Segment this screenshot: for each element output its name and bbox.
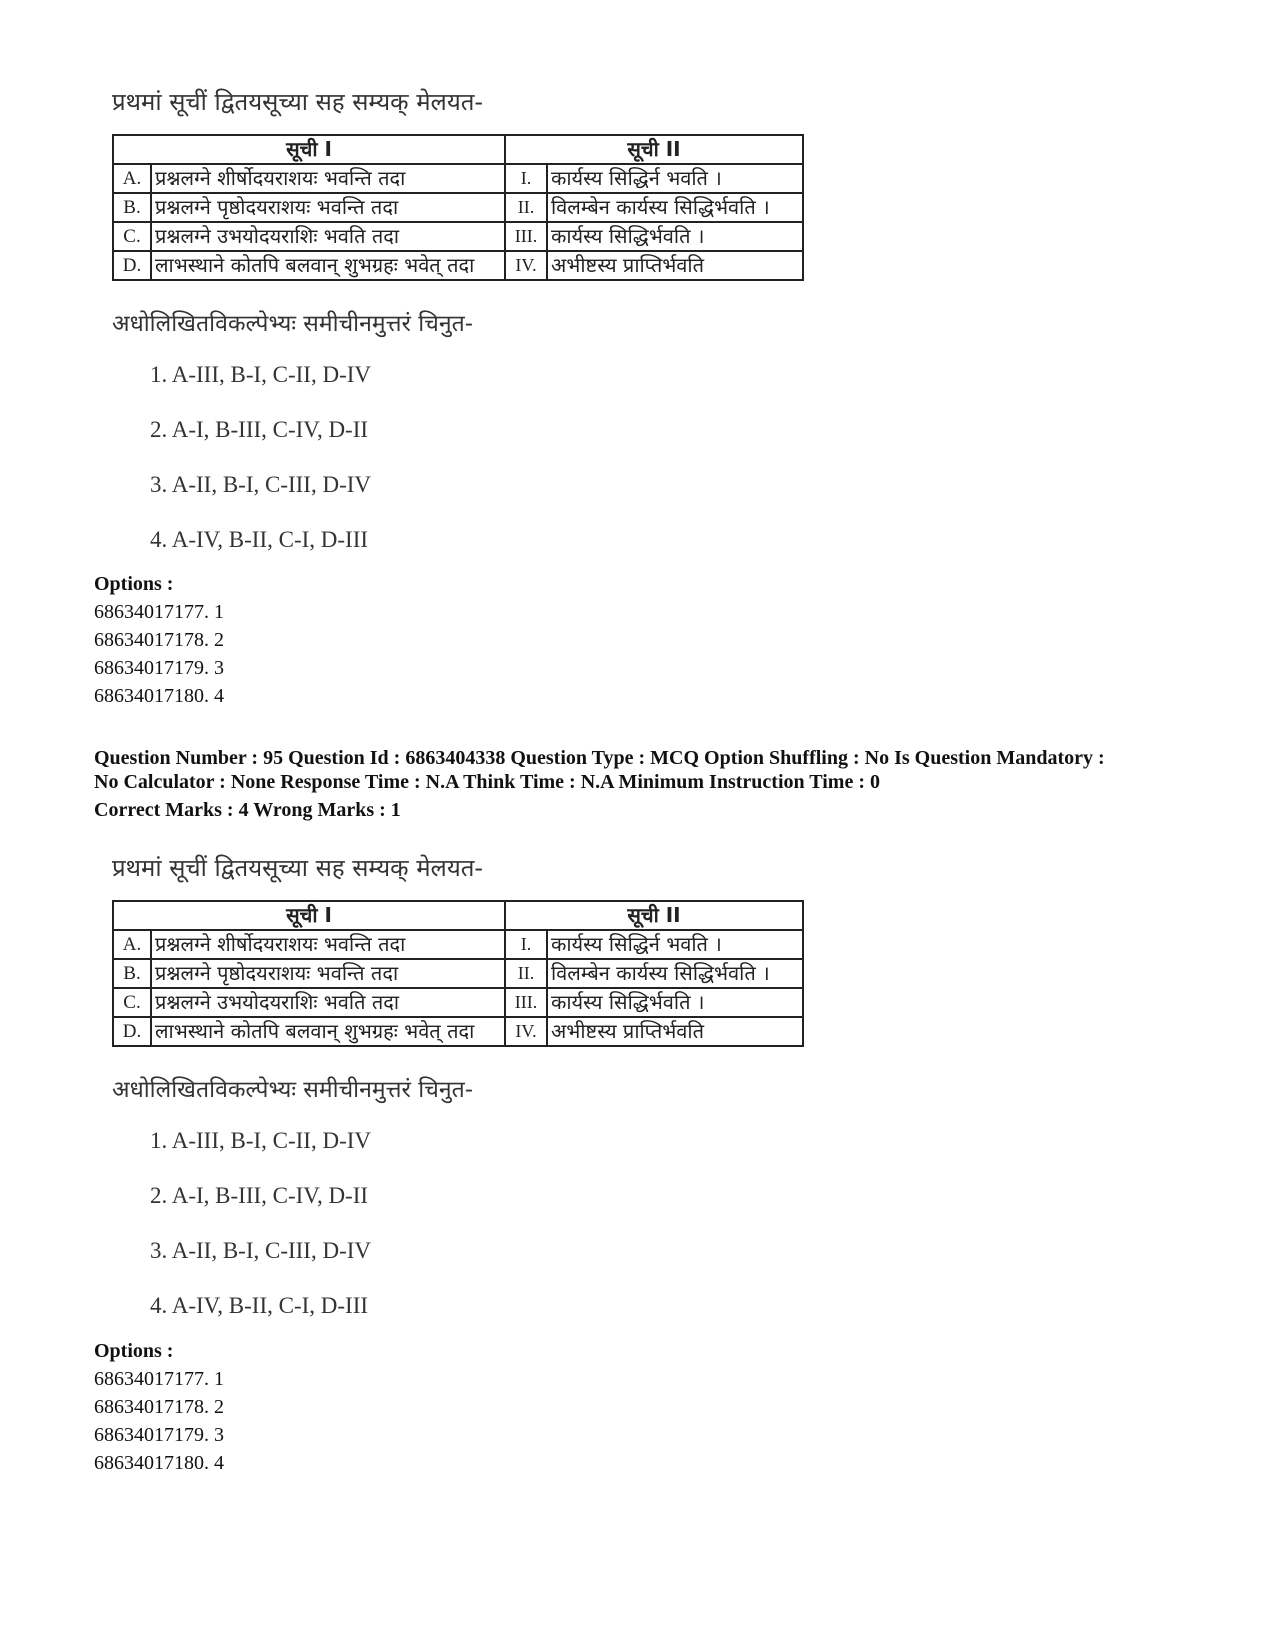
table-row — [113, 251, 803, 280]
row-key: C. — [113, 988, 151, 1017]
list-1-item: लाभस्थाने कोतपि बलवान् शुभग्रहः भवेत् तदा — [151, 251, 505, 280]
option-item: 68634017178. 2 — [94, 1396, 224, 1418]
options-block-b — [94, 1337, 224, 1477]
options-block-a — [94, 570, 224, 710]
list-1-item: प्रश्नलग्ने उभयोदयराशिः भवति तदा — [151, 988, 505, 1017]
row-rkey: IV. — [505, 1017, 547, 1046]
list-1-item: प्रश्नलग्ने उभयोदयराशिः भवति तदा — [151, 222, 505, 251]
match-table — [112, 900, 804, 1047]
option-item: 68634017177. 1 — [94, 1368, 224, 1390]
choice-item: 1. A-III, B-I, C-II, D-IV — [150, 362, 371, 387]
list-2-item: विलम्बेन कार्यस्य सिद्धिर्भवति । — [547, 959, 803, 988]
question-intro: प्रथमां सूचीं द्वितयसूच्या सह सम्यक् मेलयत- — [112, 854, 484, 882]
row-key: A. — [113, 164, 151, 193]
list-2-item: विलम्बेन कार्यस्य सिद्धिर्भवति । — [547, 193, 803, 222]
list-1-header: सूची I — [113, 901, 505, 930]
question-image-a — [112, 82, 812, 575]
list-2-item: कार्यस्य सिद्धिर्भवति । — [547, 222, 803, 251]
option-item: 68634017179. 3 — [94, 1424, 224, 1446]
option-item: 68634017178. 2 — [94, 629, 224, 651]
table-row — [113, 1017, 803, 1046]
choice-item: 3. A-II, B-I, C-III, D-IV — [150, 472, 371, 497]
options-label: Options : — [94, 573, 174, 595]
row-rkey: II. — [505, 193, 547, 222]
question-prompt: अधोलिखितविकल्पेभ्यः समीचीनमुत्तरं चिनुत- — [112, 311, 473, 337]
row-rkey: IV. — [505, 251, 547, 280]
choice-item: 4. A-IV, B-II, C-I, D-III — [150, 1293, 369, 1318]
choice-list — [112, 355, 812, 575]
meta-line-1: Question Number : 95 Question Id : 6863404338 Question Type : MCQ Option Shuffling : No Is Question Mandatory : — [94, 747, 1105, 769]
option-item: 68634017180. 4 — [94, 1452, 224, 1474]
list-1-item: प्रश्नलग्ने पृष्ठोदयराशयः भवन्ति तदा — [151, 959, 505, 988]
list-2-item: अभीष्टस्य प्राप्तिर्भवति — [547, 1017, 803, 1046]
option-item: 68634017180. 4 — [94, 685, 224, 707]
meta-line-2: No Calculator : None Response Time : N.A Think Time : N.A Minimum Instruction Time : 0 — [94, 771, 880, 793]
list-2-header: सूची II — [505, 135, 803, 164]
table-row — [113, 222, 803, 251]
question-image-b — [112, 848, 812, 1341]
list-1-item: प्रश्नलग्ने शीर्षोदयराशयः भवन्ति तदा — [151, 930, 505, 959]
list-2-item: कार्यस्य सिद्धिर्न भवति । — [547, 164, 803, 193]
row-key: B. — [113, 193, 151, 222]
table-row — [113, 164, 803, 193]
list-2-item: कार्यस्य सिद्धिर्भवति । — [547, 988, 803, 1017]
choice-item: 2. A-I, B-III, C-IV, D-II — [150, 1183, 369, 1208]
list-2-item: अभीष्टस्य प्राप्तिर्भवति — [547, 251, 803, 280]
row-key: D. — [113, 1017, 151, 1046]
choice-item: 2. A-I, B-III, C-IV, D-II — [150, 417, 369, 442]
list-1-item: लाभस्थाने कोतपि बलवान् शुभग्रहः भवेत् तदा — [151, 1017, 505, 1046]
choice-list — [112, 1121, 812, 1341]
options-label: Options : — [94, 1340, 174, 1362]
table-row — [113, 193, 803, 222]
choice-item: 3. A-II, B-I, C-III, D-IV — [150, 1238, 371, 1263]
list-2-item: कार्यस्य सिद्धिर्न भवति । — [547, 930, 803, 959]
row-rkey: III. — [505, 988, 547, 1017]
table-header-row — [113, 901, 803, 930]
row-key: A. — [113, 930, 151, 959]
table-row — [113, 959, 803, 988]
question-intro: प्रथमां सूचीं द्वितयसूच्या सह सम्यक् मेलयत- — [112, 88, 484, 116]
option-item: 68634017179. 3 — [94, 657, 224, 679]
table-row — [113, 988, 803, 1017]
list-1-item: प्रश्नलग्ने शीर्षोदयराशयः भवन्ति तदा — [151, 164, 505, 193]
list-1-item: प्रश्नलग्ने पृष्ठोदयराशयः भवन्ति तदा — [151, 193, 505, 222]
table-row — [113, 930, 803, 959]
row-key: B. — [113, 959, 151, 988]
table-header-row — [113, 135, 803, 164]
list-1-header: सूची I — [113, 135, 505, 164]
row-rkey: I. — [505, 164, 547, 193]
row-rkey: I. — [505, 930, 547, 959]
choice-item: 1. A-III, B-I, C-II, D-IV — [150, 1128, 371, 1153]
list-2-header: सूची II — [505, 901, 803, 930]
option-item: 68634017177. 1 — [94, 601, 224, 623]
row-key: D. — [113, 251, 151, 280]
row-rkey: II. — [505, 959, 547, 988]
marks-line: Correct Marks : 4 Wrong Marks : 1 — [94, 799, 401, 821]
match-table — [112, 134, 804, 281]
question-prompt: अधोलिखितविकल्पेभ्यः समीचीनमुत्तरं चिनुत- — [112, 1077, 473, 1103]
row-rkey: III. — [505, 222, 547, 251]
choice-item: 4. A-IV, B-II, C-I, D-III — [150, 527, 369, 552]
question-meta — [94, 746, 1194, 822]
row-key: C. — [113, 222, 151, 251]
